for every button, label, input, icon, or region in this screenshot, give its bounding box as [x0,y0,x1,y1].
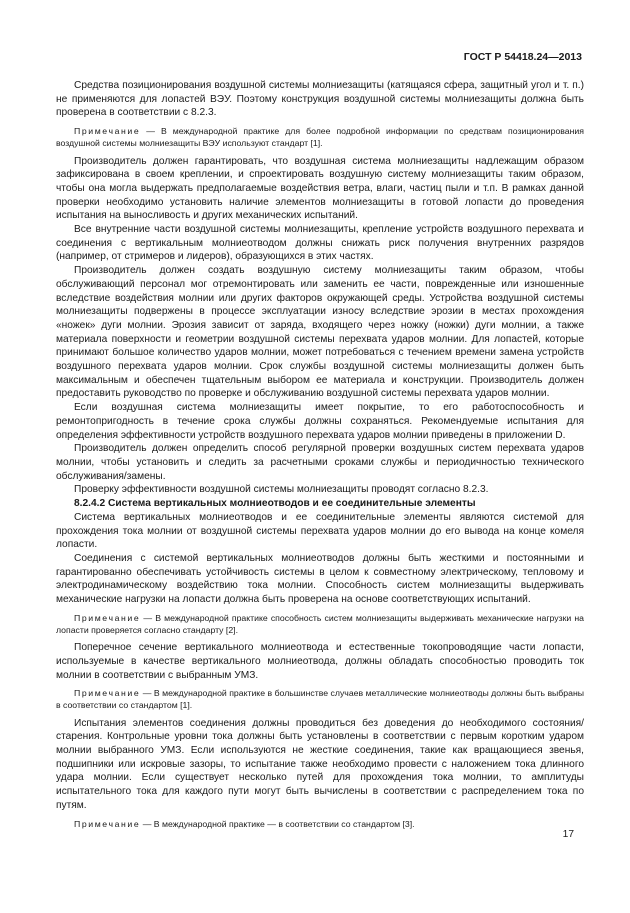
page-number: 17 [562,829,574,840]
paragraph: Средства позиционирования воздушной системы молниезащиты (катящаяся сфера, защитный угол и т. п.) не применяются для лопастей ВЭУ. Поэтому конструкция воздушной системы молниезащиты должна быть проверена в соответствии с 8.2.3. [56,80,584,119]
paragraph: Проверку эффективности воздушной системы молниезащиты проводят согласно 8.2.3. [74,484,489,496]
note-text: — В международной практике в большинстве случаев металлические молниеотводы должны быть выбраны в соответствии со стандартом [1]. [56,688,584,711]
paragraph: Поперечное сечение вертикального молниеотвода и естественные токопроводящие части лопасти, используемые в качестве вертикального молниеотвода, должны обладать способностью проводить ток молнии в соответствии с выбранным УМЗ. [56,642,584,681]
note-label: Примечание [74,612,141,623]
note-text: — В международной практике способность систем молниезащиты выдерживать механические нагрузки на лопасти проверяется согласно стандарту [2]. [56,612,584,635]
paragraph: Система вертикальных молниеотводов и ее соединительные элементы являются системой для прохождения тока молнии от воздушной системы перехвата ударов молнии до его вывода на конце комеля лопасти. [56,511,584,551]
document-id-header: ГОСТ Р 54418.24—2013 [463,51,582,63]
paragraph: Производитель должен гарантировать, что воздушная система молниезащиты надлежащим образом зафиксирована в своем креплении, и спроектировать воздушную систему молниезащиты таким образом, чтобы она могла выдержать предполагаемые воздействия ветра, влаги, частиц пыли и т.п. В рамках данной проверки необходимо установить наличие элементов молниезащиты в готовой лопасти до проведения испытания на выносливость и других механических испытаний. [56,155,584,222]
note-label: Примечание [74,818,141,829]
paragraph: Если воздушная система молниезащиты имеет покрытие, то его работоспособность и ремонтопригодность в течение срока службы должны сохраняться. Рекомендуемые испытания для определения эффективности устройств воздушного перехвата ударов молнии приведены в приложении D. [56,402,584,441]
document-body [56,79,584,835]
note-text: — В международной практике — в соответствии со стандартом [3]. [140,818,415,829]
note-label: Примечание [74,688,141,699]
note [56,612,584,636]
paragraph: Испытания элементов соединения должны проводиться без доведения до необходимого состояния/старения. Контрольные уровни тока должны быть установлены в соответствии с первым коротким ударом молнии выбранного УМЗ. Если используются не жесткие соединения, такие как вращающиеся звенья, подшипники или искровые зазоры, то испытание также необходимо провести с наложением тока длинного удара молнии. Если существует несколько путей для прохождения тока молнии, то амплитуды испытательного тока для каждого пути могут быть вычислены в соответствии с распределением тока по путям. [56,717,584,811]
note [56,818,584,830]
note-label: Примечание [74,126,141,137]
note [56,125,584,149]
paragraph: Соединения с системой вертикальных молниеотводов должны быть жесткими и постоянными и гарантированно обеспечивать устойчивость системы в целом к совместному электрическому, тепловому и электродинамическому воздействию тока молнии. Способность систем молниезащиты выдерживать механические нагрузки на лопасти должна быть проверена на основе соответствующих испытаний. [56,552,584,606]
note-text: — В международной практике для более подробной информации по средствам позиционирования воздушной системы молниезащиты ВЭУ используют стандарт [1]. [56,126,584,149]
paragraph: Все внутренние части воздушной системы молниезащиты, крепление устройств воздушного перехвата и соединения с вертикальным молниеотводом должны снижать риск получения внутренних разрядов (например, от стримеров и лидеров), образующихся в этих частях. [56,224,584,263]
paragraph: Производитель должен определить способ регулярной проверки воздушных систем перехвата ударов молнии, чтобы установить и следить за расчетными сроками службы и периодичностью технического обслуживания/замены. [56,443,584,482]
paragraph: Производитель должен создать воздушную систему молниезащиты таким образом, чтобы обслуживающий персонал мог отремонтировать или заменить ее части, поврежденные или изношенные вследствие воздействия молнии или других факторов окружающей среды. Устройства воздушной системы молниезащиты подвержены в процессе эксплуатации износу вследствие эрозии в местах прохождения «ножек» дуги молнии. Эрозия зависит от заряда, входящего через ножку (ножки) дуги молнии, а также материала поверхности и геометрии воздушной системы перехвата ударов молнии. Для лопастей, которые принимают большое количество ударов молнии, может потребоваться с течением времени замена устройств воздушного перехвата ударов молнии. Срок службы воздушной системы молниезащиты должен быть максимальным и обеспечен тщательным выбором ее материала и конструкции. Производитель должен предоставить руководство по проверке и обслуживанию воздушной системы перехвата ударов молнии. [56,265,584,400]
section-heading: 8.2.4.2 Система вертикальных молниеотводов и ее соединительные элементы [74,498,476,510]
note [56,687,584,711]
